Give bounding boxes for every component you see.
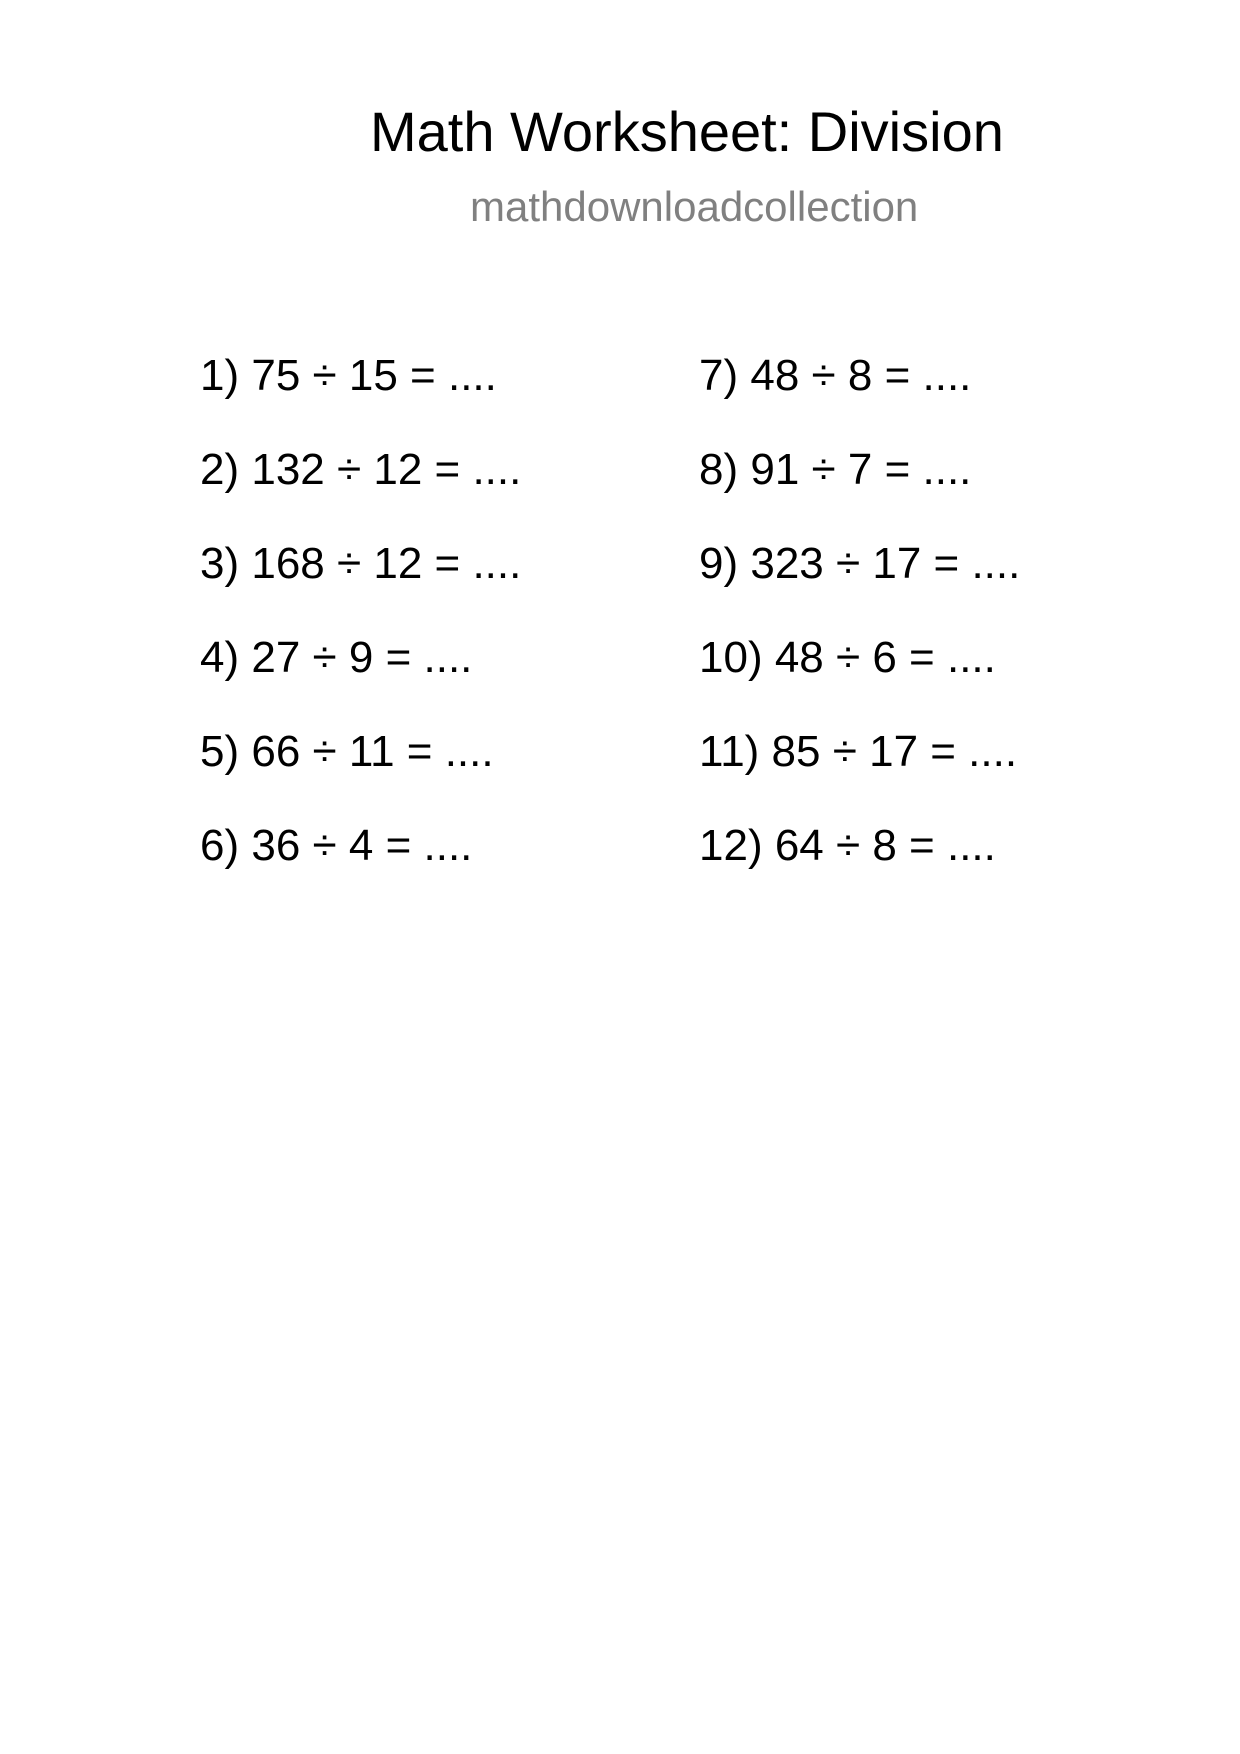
problem-7: 7) 48 ÷ 8 = ....: [699, 351, 972, 400]
problem-column-right: [699, 346, 1169, 910]
problem-column-left: [200, 346, 670, 910]
problem-2: 2) 132 ÷ 12 = ....: [200, 445, 522, 494]
problem-9: 9) 323 ÷ 17 = ....: [699, 539, 1021, 588]
problem-6: 6) 36 ÷ 4 = ....: [200, 821, 473, 870]
problem-12: 12) 64 ÷ 8 = ....: [699, 821, 996, 870]
problem-10: 10) 48 ÷ 6 = ....: [699, 633, 996, 682]
problem-1: 1) 75 ÷ 15 = ....: [200, 351, 497, 400]
problem-8: 8) 91 ÷ 7 = ....: [699, 445, 972, 494]
worksheet-source: mathdownloadcollection: [470, 183, 919, 230]
worksheet-title: Math Worksheet: Division: [370, 100, 1004, 163]
problem-4: 4) 27 ÷ 9 = ....: [200, 633, 473, 682]
problem-11: 11) 85 ÷ 17 = ....: [699, 727, 1018, 776]
problem-3: 3) 168 ÷ 12 = ....: [200, 539, 522, 588]
problem-5: 5) 66 ÷ 11 = ....: [200, 727, 494, 776]
